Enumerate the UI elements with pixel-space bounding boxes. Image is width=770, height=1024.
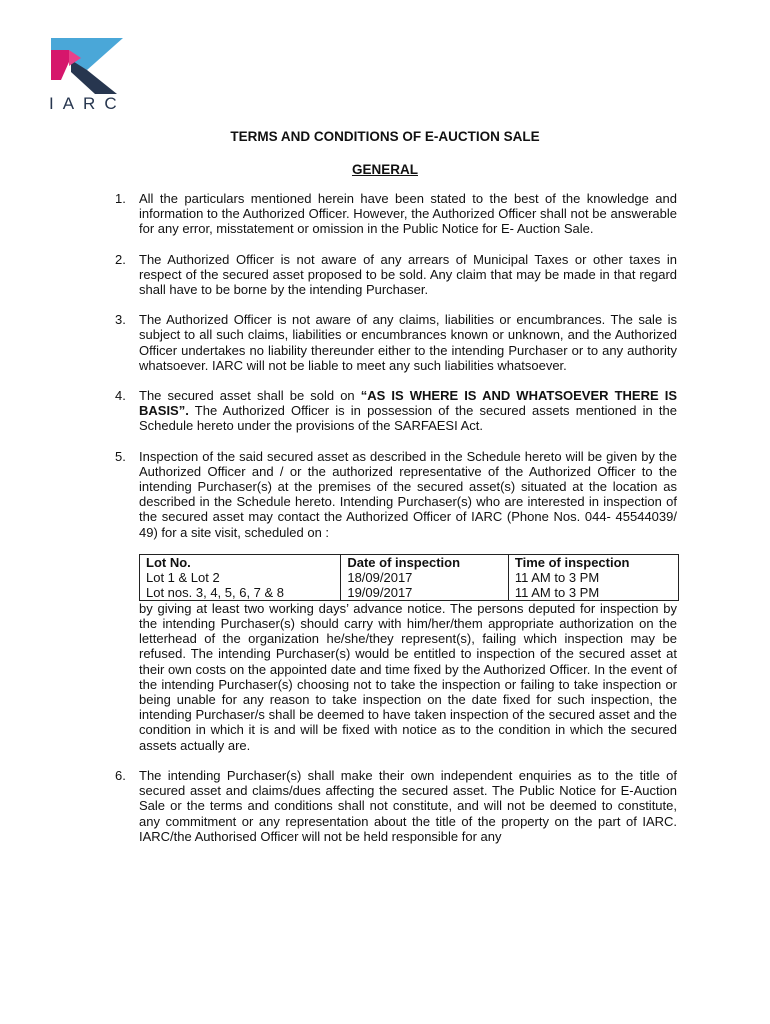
item-number: 5. [115,448,126,464]
iarc-logo [47,36,127,118]
item-text: The intending Purchaser(s) shall make their own independent enquiries as to the title of secured asset and claims/dues affecting the secured asset. The Public Notice for E-Auction Sale or the terms and conditions shall not constitute, and will not be deemed to constitute, any commitment or any representation about the title of the property on the part of IARC. IARC/the Authorised Officer will not be held responsible for any [139,767,677,844]
list-item [115,191,677,237]
item-number: 4. [115,388,126,404]
item-number: 6. [115,767,126,783]
list-item [115,768,677,844]
item-text-before: The secured asset shall be sold on [139,388,361,404]
page-title: TERMS AND CONDITIONS OF E-AUCTION SALE [230,129,540,144]
terms-list [115,191,677,859]
table-row [140,585,679,601]
table-header-date: Date of inspection [341,554,509,570]
item-text: The Authorized Officer is not aware of any claims, liabilities or encumbrances. The sale is subject to all such claims, liabilities or encumbrances known or unknown, and the Authorized Officer undertakes no liability thereunder either to the intending Purchaser or to any authority whatsoever. IARC will not be liable to meet any such liabilities whatsoever. [139,312,677,373]
table-cell: 19/09/2017 [341,585,509,601]
table-cell: Lot 1 & Lot 2 [140,570,341,585]
list-item [115,449,677,753]
table-cell: 18/09/2017 [341,570,509,585]
logo-text: IARC [49,94,126,113]
list-item [115,388,677,434]
item-text-after: The Authorized Officer is in possession of the secured assets mentioned in the Schedule hereto under the provisions of the SARFAESI Act. [139,403,677,434]
item-number: 2. [115,251,126,267]
iarc-logo-mark [47,36,127,94]
table-cell: Lot nos. 3, 4, 5, 6, 7 & 8 [140,585,341,601]
table-cell: 11 AM to 3 PM [508,570,678,585]
item-text: The Authorized Officer is not aware of any arrears of Municipal Taxes or other taxes in respect of the secured asset proposed to be sold. Any claim that may be made in that regard shall have to be borne by the intending Purchaser. [139,251,677,298]
table-header-time: Time of inspection [508,554,678,570]
section-heading: GENERAL [351,162,418,177]
table-cell: 11 AM to 3 PM [508,585,678,601]
item-text [139,388,677,434]
basis-clause: “AS IS WHERE IS AND WHATSOEVER THERE IS BASIS”. [139,388,678,419]
item-text: All the particulars mentioned herein have been stated to the best of the knowledge and information to the Authorized Officer. However, the Authorized Officer shall not be answerable for any error, misstatement or omission in the Public Notice for E- Auction Sale. [139,191,677,237]
item-text: Inspection of the said secured asset as described in the Schedule hereto will be given by the Authorized Officer and / or the authorized representative of the Authorized Officer to the intending Purchaser(s) at the premises of the secured asset(s) situated at the location as described in the Schedule hereto. Intending Purchaser(s) who are interested in inspection of the secured asset may contact the Authorized Officer of IARC (Phone Nos. 044- 45544039/ 49) for a site visit, scheduled on : [139,448,677,540]
table-header-lot: Lot No. [140,554,341,570]
item-text-continuation: by giving at least two working days’ advance notice. The persons deputed for inspection by the intending Purchaser(s) should carry with him/her/them appropriate authorization on the letterhead of the organization he/she/they represent(s), failing which inspection may be refused. The intending Purchaser(s) would be entitled to inspection of the secured asset at their own costs on the appointed date and time fixed by the Authorized Officer. In the event of the intending Purchaser(s) choosing not to take the inspection or failing to take inspection or being unable for any reason to take inspection on the date fixed for such inspection, the intending Purchaser/s shall be deemed to have taken inspection of the secured asset and the condition in which it is and will be fixed with notice as to the condition in which the secured assets actually are. [139,600,677,753]
item-number: 3. [115,312,126,328]
inspection-schedule-table [139,554,679,601]
table-row [140,570,679,585]
item-number: 1. [115,191,126,206]
list-item [115,312,677,373]
list-item [115,252,677,298]
